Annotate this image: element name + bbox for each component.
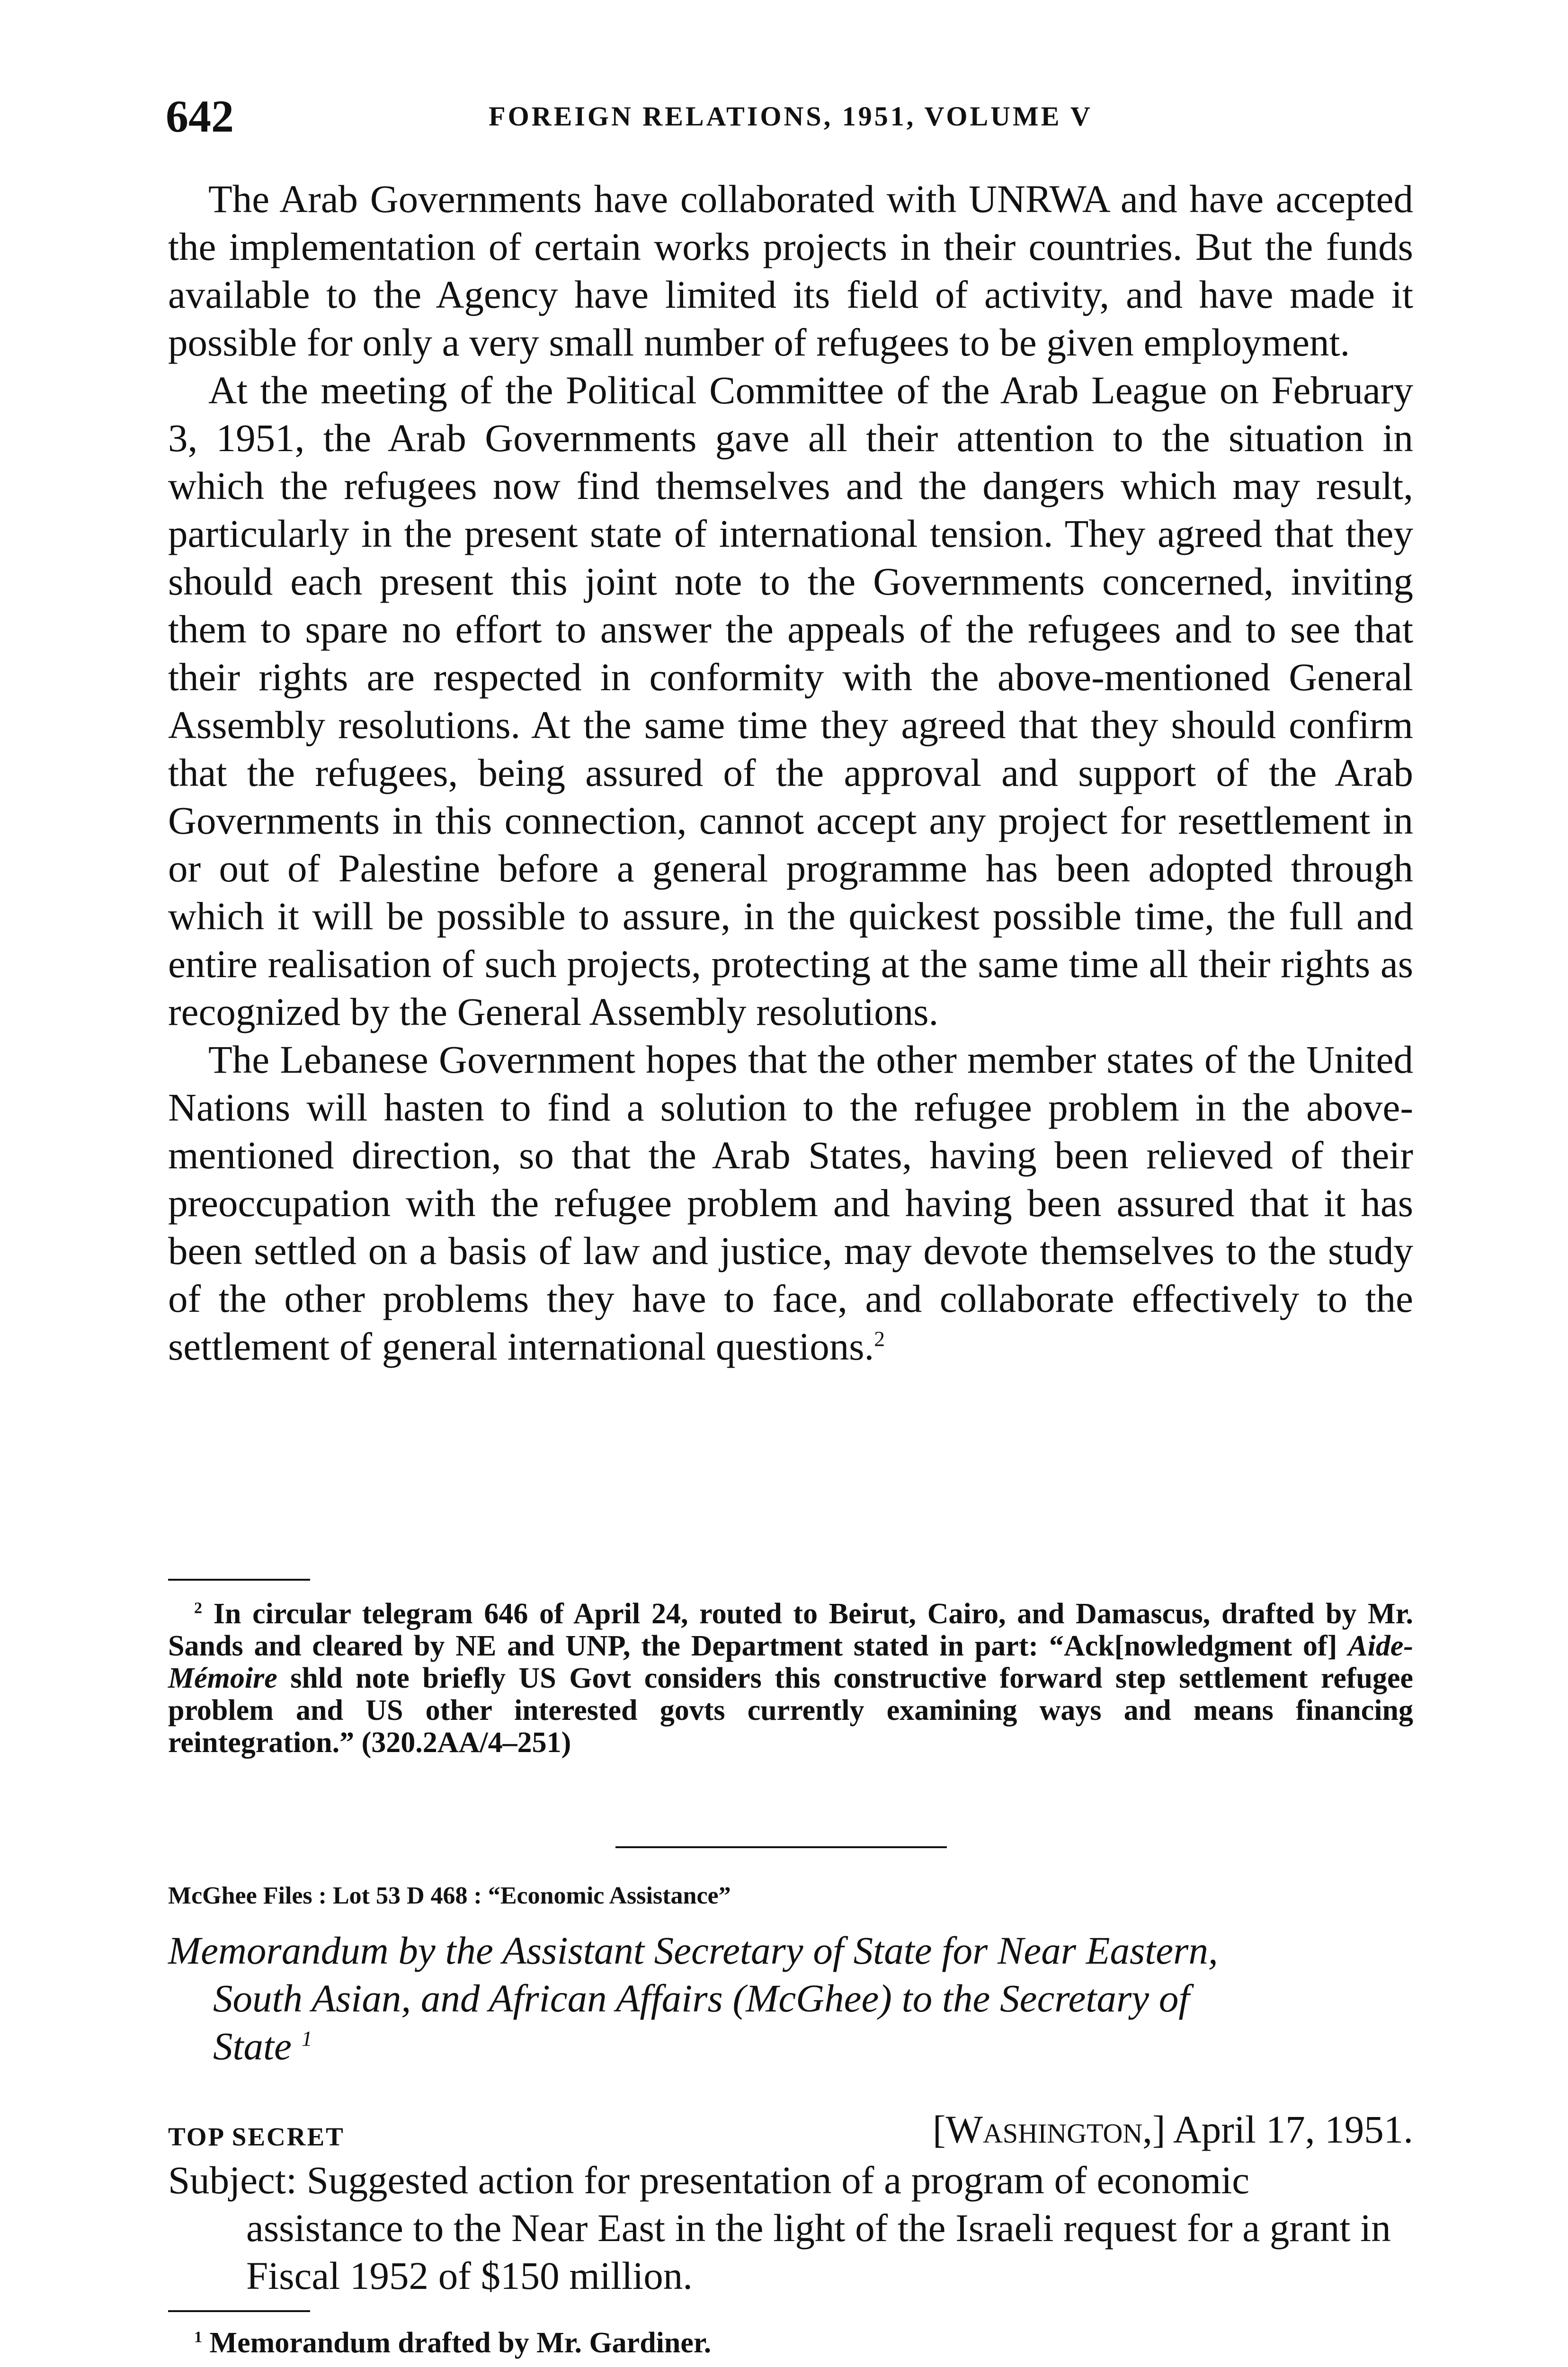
memo-title-line2: South Asian, and African Affairs (McGhee) to the Secretary of	[213, 1976, 1190, 2020]
page-number: 642	[166, 91, 234, 142]
memo-title-line3-wrap	[168, 2022, 1418, 2070]
footnote-2-italic: Aide-Mémoire	[168, 1630, 1413, 1694]
running-head: FOREIGN RELATIONS, 1951, VOLUME V	[489, 101, 1093, 132]
footnote-divider	[168, 1579, 310, 1581]
dateline-place: Washington,	[945, 2108, 1152, 2151]
section-divider	[615, 1846, 947, 1848]
footnote-2-mark: 2	[194, 1599, 203, 1617]
footnote-1	[168, 2327, 1413, 2359]
footnote-1-mark: 1	[194, 2328, 203, 2346]
subject-line1: Suggested action for presentation of a program of economic	[306, 2158, 1250, 2202]
file-reference: McGhee Files : Lot 53 D 468 : “Economic Assistance”	[168, 1882, 731, 1909]
footnote-ref-2: 2	[874, 1326, 885, 1351]
memo-footnote-ref-1: 1	[301, 2026, 312, 2051]
footnote-2-text-after: shld note briefly US Govt considers this constructive forward step settlement refugee problem and US other interested govts currently examining ways and means financing reintegration.” (320.2AA/4–251)	[168, 1662, 1413, 1759]
subject-continuation: assistance to the Near East in the light of the Israeli request for a grant in Fiscal 1952 of $150 million.	[246, 2206, 1391, 2297]
footnote-2-text-before: In circular telegram 646 of April 24, routed to Beirut, Cairo, and Damascus, drafted by Mr. Sands and cleared by NE and UNP, the Department stated in part: “Ack[nowledgment of]	[168, 1598, 1413, 1662]
classification-line	[168, 2107, 1413, 2159]
body-text	[168, 175, 1413, 1370]
paragraph-2: At the meeting of the Political Committee of the Arab League on February 3, 1951, the Arab Governments gave all their attention to the situation in which the refugees now find themselves and the dangers which may result, particularly in the present state of international tension. They agreed that they should each present this joint note to the Governments concerned, inviting them to spare no effort to answer the appeals of the refugees and to see that their rights are respected in conformity with the above-mentioned General Assembly resolutions. At the same time they agreed that they should confirm that the refugees, being assured of the approval and support of the Arab Governments in this connection, cannot accept any project for resettlement in or out of Palestine before a general programme has been adopted through which it will be possible to assure, in the quickest possible time, the full and entire realisation of such projects, protecting at the same time all their rights as recognized by the General Assembly resolutions.	[168, 368, 1413, 1033]
paragraph-1: The Arab Governments have collaborated with UNRWA and have accepted the implementation of certain works projects in their countries. But the funds available to the Agency have limited its field of activity, and have made it possible for only a very small number of refugees to be given employment.	[168, 177, 1413, 364]
footnote-divider-2	[168, 2310, 310, 2312]
dateline-close: ] April 17, 1951.	[1152, 2108, 1413, 2151]
classification: TOP SECRET	[168, 2122, 345, 2151]
subject-label: Subject:	[168, 2158, 297, 2202]
memo-title-line3: State	[213, 2024, 292, 2068]
subject-block	[168, 2156, 1413, 2300]
dateline-open: [	[932, 2108, 946, 2151]
dateline	[933, 2107, 1413, 2152]
paragraph-3	[168, 1036, 1413, 1370]
memo-title-line1: Memorandum by the Assistant Secretary of State for Near Eastern,	[168, 1929, 1218, 1972]
paragraph-3-text: The Lebanese Government hopes that the other member states of the United Nations will hasten to find a solution to the refugee problem in the above-mentioned direction, so that the Arab States, having been relieved of their preoccupation with the refugee problem and having been assured that it has been settled on a basis of law and justice, may devote themselves to the study of the other problems they have to face, and collaborate effectively to the settlement of general international questions.	[168, 1038, 1413, 1368]
memo-title	[168, 1927, 1418, 2070]
footnote-2	[168, 1598, 1413, 1759]
page-header	[166, 90, 1416, 142]
footnote-1-text: Memorandum drafted by Mr. Gardiner.	[209, 2327, 712, 2359]
